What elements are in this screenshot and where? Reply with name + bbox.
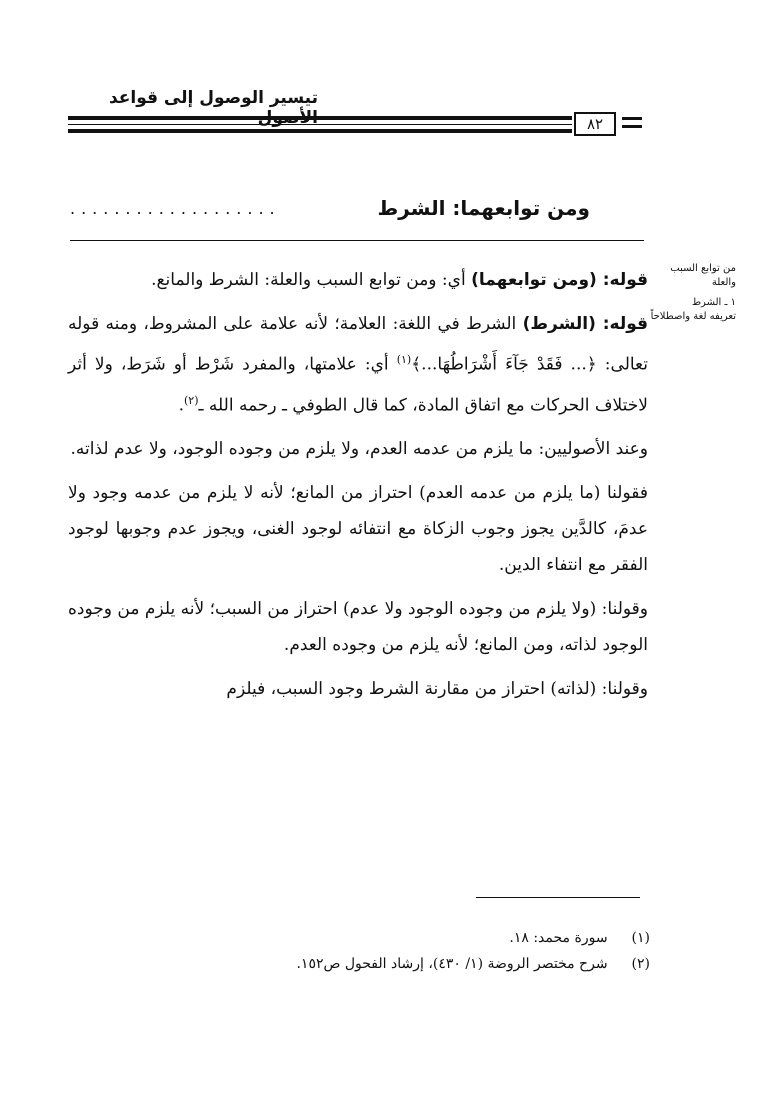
paragraph [68,262,648,298]
running-header-title: تيسير الوصول إلى قواعد [108,88,318,108]
footnote-text: شرح مختصر الروضة (١/ ٤٣٠)، إرشاد الفحول ص١٥٢. [296,956,608,972]
margin-note [648,262,736,324]
paragraph: وقولنا: (ولا يلزم من وجوده الوجود ولا عدم) احتراز من السبب؛ لأنه يلزم من وجوده الوجود لذاته، ومن المانع؛ لأنه يلزم من وجوده العدم. [68,599,648,656]
paragraph: وقولنا: (لذاته) احتراز من مقارنة الشرط وجود السبب، فيلزم [226,679,648,700]
footnote-number: (١) [631,930,650,946]
footnote-ref: (١) [396,353,412,366]
paragraph [68,306,648,423]
paragraph-text: . [178,395,184,416]
paragraph-text: أي: ومن توابع السبب والعلة: الشرط والمانع. [151,270,472,290]
section-rule [70,240,644,241]
paragraph: وعند الأصوليين: ما يلزم من عدمه العدم، ولا يلزم من وجوده الوجود، ولا عدم لذاته. [70,439,648,460]
margin-note-line: ١ ـ الشرط [691,297,736,308]
header-rule-thick [68,116,572,120]
margin-note-line: من توابع السبب والعلة [670,263,736,288]
section-heading: ومن توابعهما: الشرط [377,196,590,220]
footnote-separator [476,897,640,898]
page-number-bar-top [622,117,642,120]
page-number-bar-bottom [622,125,642,128]
main-text [68,262,648,715]
footnote [190,930,650,946]
footnote-ref: (٢) [184,393,199,407]
paragraph-text: أي: علامتها، والمفرد شَرْط أو شَرَط، ولا أثر لاختلاف الحركات مع اتفاق المادة، كما قال الطوفي ـ رحمه الله ـ [68,354,648,416]
section-leader-dots: ................... [70,204,281,216]
page-number: ٨٢ [574,112,616,136]
paragraph: فقولنا (ما يلزم من عدمه العدم) احتراز من المانع؛ لأنه لا يلزم من عدمه وجود ولا عدمَ، كالدَّين يجوز وجوب الزكاة مع انتفائه لوجود الغنى، ويجوز عدم وجوبها لوجود الفقر مع انتفاء الدين. [68,483,648,576]
quoted-term: قوله: (ومن توابعهما) [471,270,648,290]
footnote-text: سورة محمد: ١٨. [509,930,608,946]
header-rule-thin [68,124,572,125]
margin-note-line: تعريفه لغة واصطلاحاً [650,311,736,322]
footnote [190,956,650,972]
header-rule-thick-lower [68,129,572,133]
footnote-number: (٢) [631,956,650,972]
paragraph-text: الشرط في اللغة: العلامة؛ لأنه علامة على المشروط، ومنه قوله تعالى: ﴿... فَقَدْ جَآءَ أَشْرَاطُهَا...﴾ [68,314,648,375]
quoted-term: قوله: (الشرط) [522,314,648,334]
